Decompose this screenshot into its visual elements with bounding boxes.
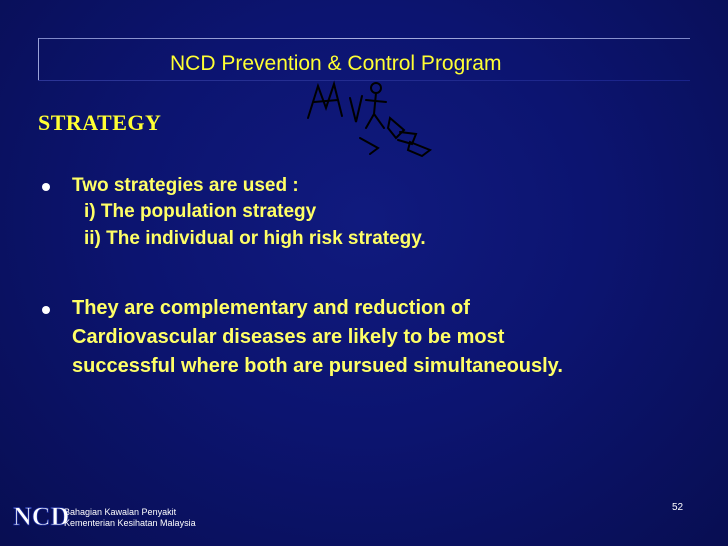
- section-heading: STRATEGY: [38, 110, 162, 135]
- bullet-dot-icon: [42, 183, 50, 191]
- org-name-line-2: Kementerian Kesihatan Malaysia: [64, 518, 196, 528]
- left-divider: [38, 38, 39, 80]
- slide-title: NCD Prevention & Control Program: [170, 52, 502, 75]
- bullet-1-line-2: i) The population strategy: [84, 201, 317, 222]
- sketch-figures-icon: [300, 78, 440, 158]
- bullet-1-line-3: ii) The individual or high risk strategy.: [84, 228, 426, 249]
- bullet-2-line-2: Cardiovascular diseases are likely to be most: [72, 326, 505, 348]
- bullet-2-line-3: successful where both are pursued simultaneously.: [72, 355, 563, 377]
- org-name-line-1: Bahagian Kawalan Penyakit: [64, 507, 177, 517]
- bullet-dot-icon: [42, 306, 50, 314]
- bullet-1-line-1: Two strategies are used :: [72, 175, 299, 196]
- page-number: 52: [672, 502, 684, 513]
- logo-text: NCD: [13, 502, 70, 531]
- bullet-2-line-1: They are complementary and reduction of: [72, 297, 470, 319]
- top-divider: [38, 38, 690, 39]
- ncd-logo-icon: [12, 498, 70, 532]
